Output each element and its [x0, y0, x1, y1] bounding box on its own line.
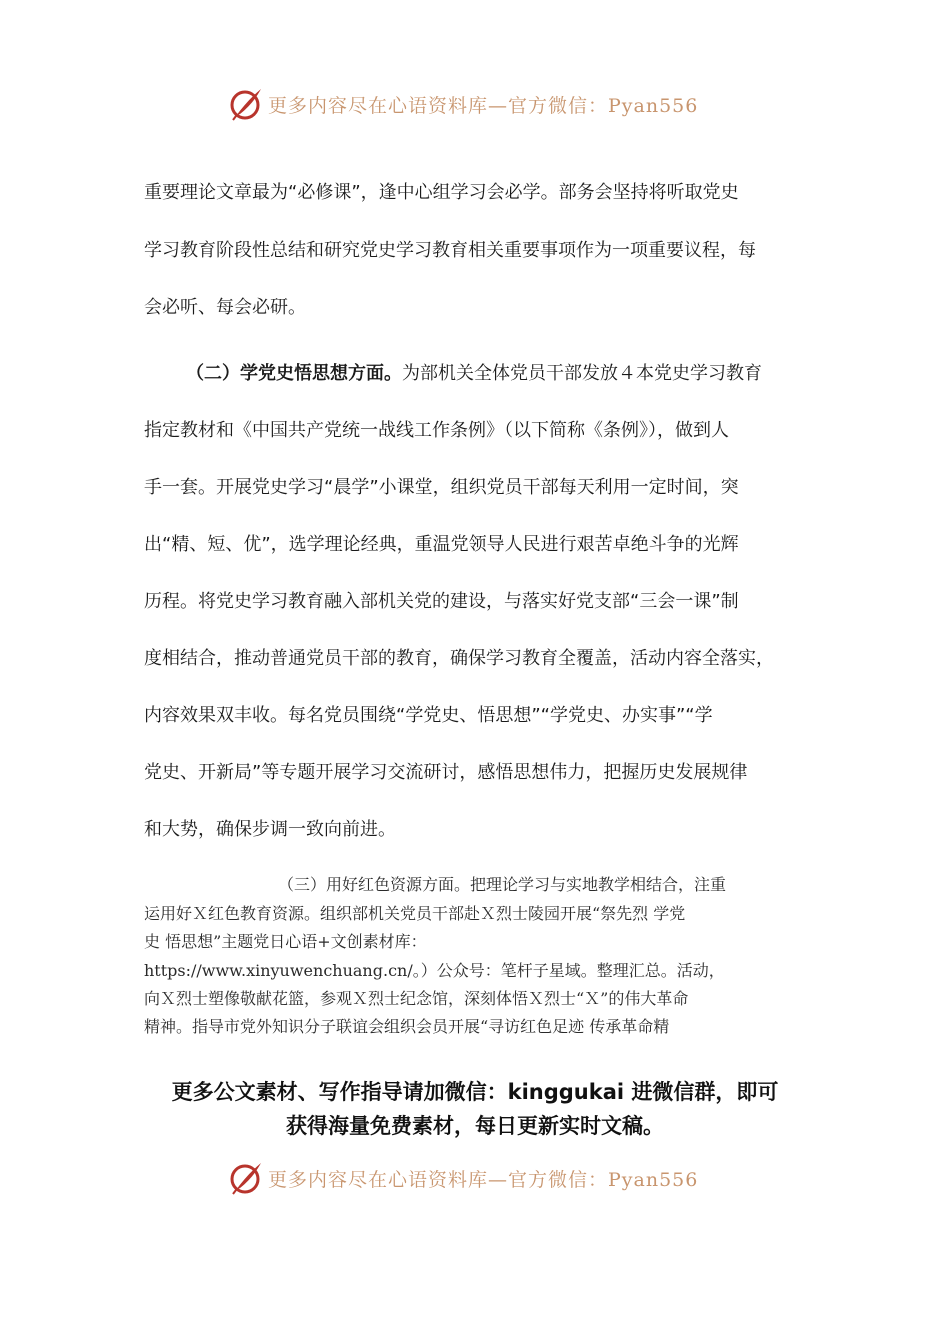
p2-line-8: 党史、开新局”等专题开展学习交流研讨，感悟思想伟力，把握历史发展规律 [144, 762, 748, 783]
promo-line-2: 获得海量免费素材，每日更新实时文稿。 [286, 1114, 664, 1138]
p2-line-7: 内容效果双丰收。每名党员围绕“学党史、悟思想”“学党史、办实事”“学 [144, 705, 713, 726]
header-banner [228, 84, 698, 124]
p1-line-1: 重要理论文章最为“必修课”，逢中心组学习会必学。部务会坚持将听取党史 [144, 182, 739, 203]
p2-line-2: 指定教材和《中国共产党统一战线工作条例》（以下简称《条例》），做到人 [144, 420, 729, 441]
p3-line-4: https://www.xinyuwenchuang.cn/。）公众号：笔杆子星域。整理汇总。活动， [144, 961, 725, 980]
p2-line-4: 出“精、短、优”，选学理论经典，重温党领导人民进行艰苦卓绝斗争的光辉 [144, 534, 739, 555]
p3-line-5: 向Ｘ烈士塑像敬献花篮，参观Ｘ烈士纪念馆，深刻体悟Ｘ烈士“Ｘ”的伟大革命 [144, 989, 689, 1008]
p3-line-3: 史 悟思想”主题党日心语+文创素材库： [144, 932, 427, 951]
header-banner-text: 更多内容尽在心语资料库—官方微信：Pyan556 [268, 94, 699, 117]
p2-line-1 [186, 363, 762, 385]
p2-line-5: 历程。将党史学习教育融入部机关党的建设，与落实好党支部“三会一课”制 [144, 591, 739, 612]
footer-banner-text: 更多内容尽在心语资料库—官方微信：Pyan556 [268, 1168, 699, 1191]
p2-line-6: 度相结合，推动普通党员干部的教育，确保学习教育全覆盖，活动内容全落实， [144, 648, 774, 669]
p1-line-3: 会必听、每会必研。 [144, 297, 306, 318]
p2-line-3: 手一套。开展党史学习“晨学”小课堂，组织党员干部每天利用一定时间，突 [144, 477, 739, 498]
p1-line-2: 学习教育阶段性总结和研究党史学习教育相关重要事项作为一项重要议程，每 [144, 240, 756, 261]
p2-line-9: 和大势，确保步调一致向前进。 [144, 819, 396, 840]
p2-first-line-rest: 为部机关全体党员干部发放４本党史学习教育 [402, 363, 762, 384]
quill-logo-icon [228, 1160, 264, 1196]
p2-heading: （二）学党史悟思想方面。 [186, 363, 402, 384]
p3-line-6: 精神。指导市党外知识分子联谊会组织会员开展“寻访红色足迹 传承革命精 [144, 1017, 670, 1036]
p3-line-2: 运用好Ｘ红色教育资源。组织部机关党员干部赴Ｘ烈士陵园开展“祭先烈 学党 [144, 904, 686, 923]
quill-logo-icon [228, 86, 264, 122]
p3-line-1: （三）用好红色资源方面。把理论学习与实地教学相结合，注重 [278, 875, 727, 894]
promo-line-1: 更多公文素材、写作指导请加微信：kinggukai 进微信群，即可 [171, 1080, 779, 1104]
footer-banner [228, 1158, 698, 1198]
